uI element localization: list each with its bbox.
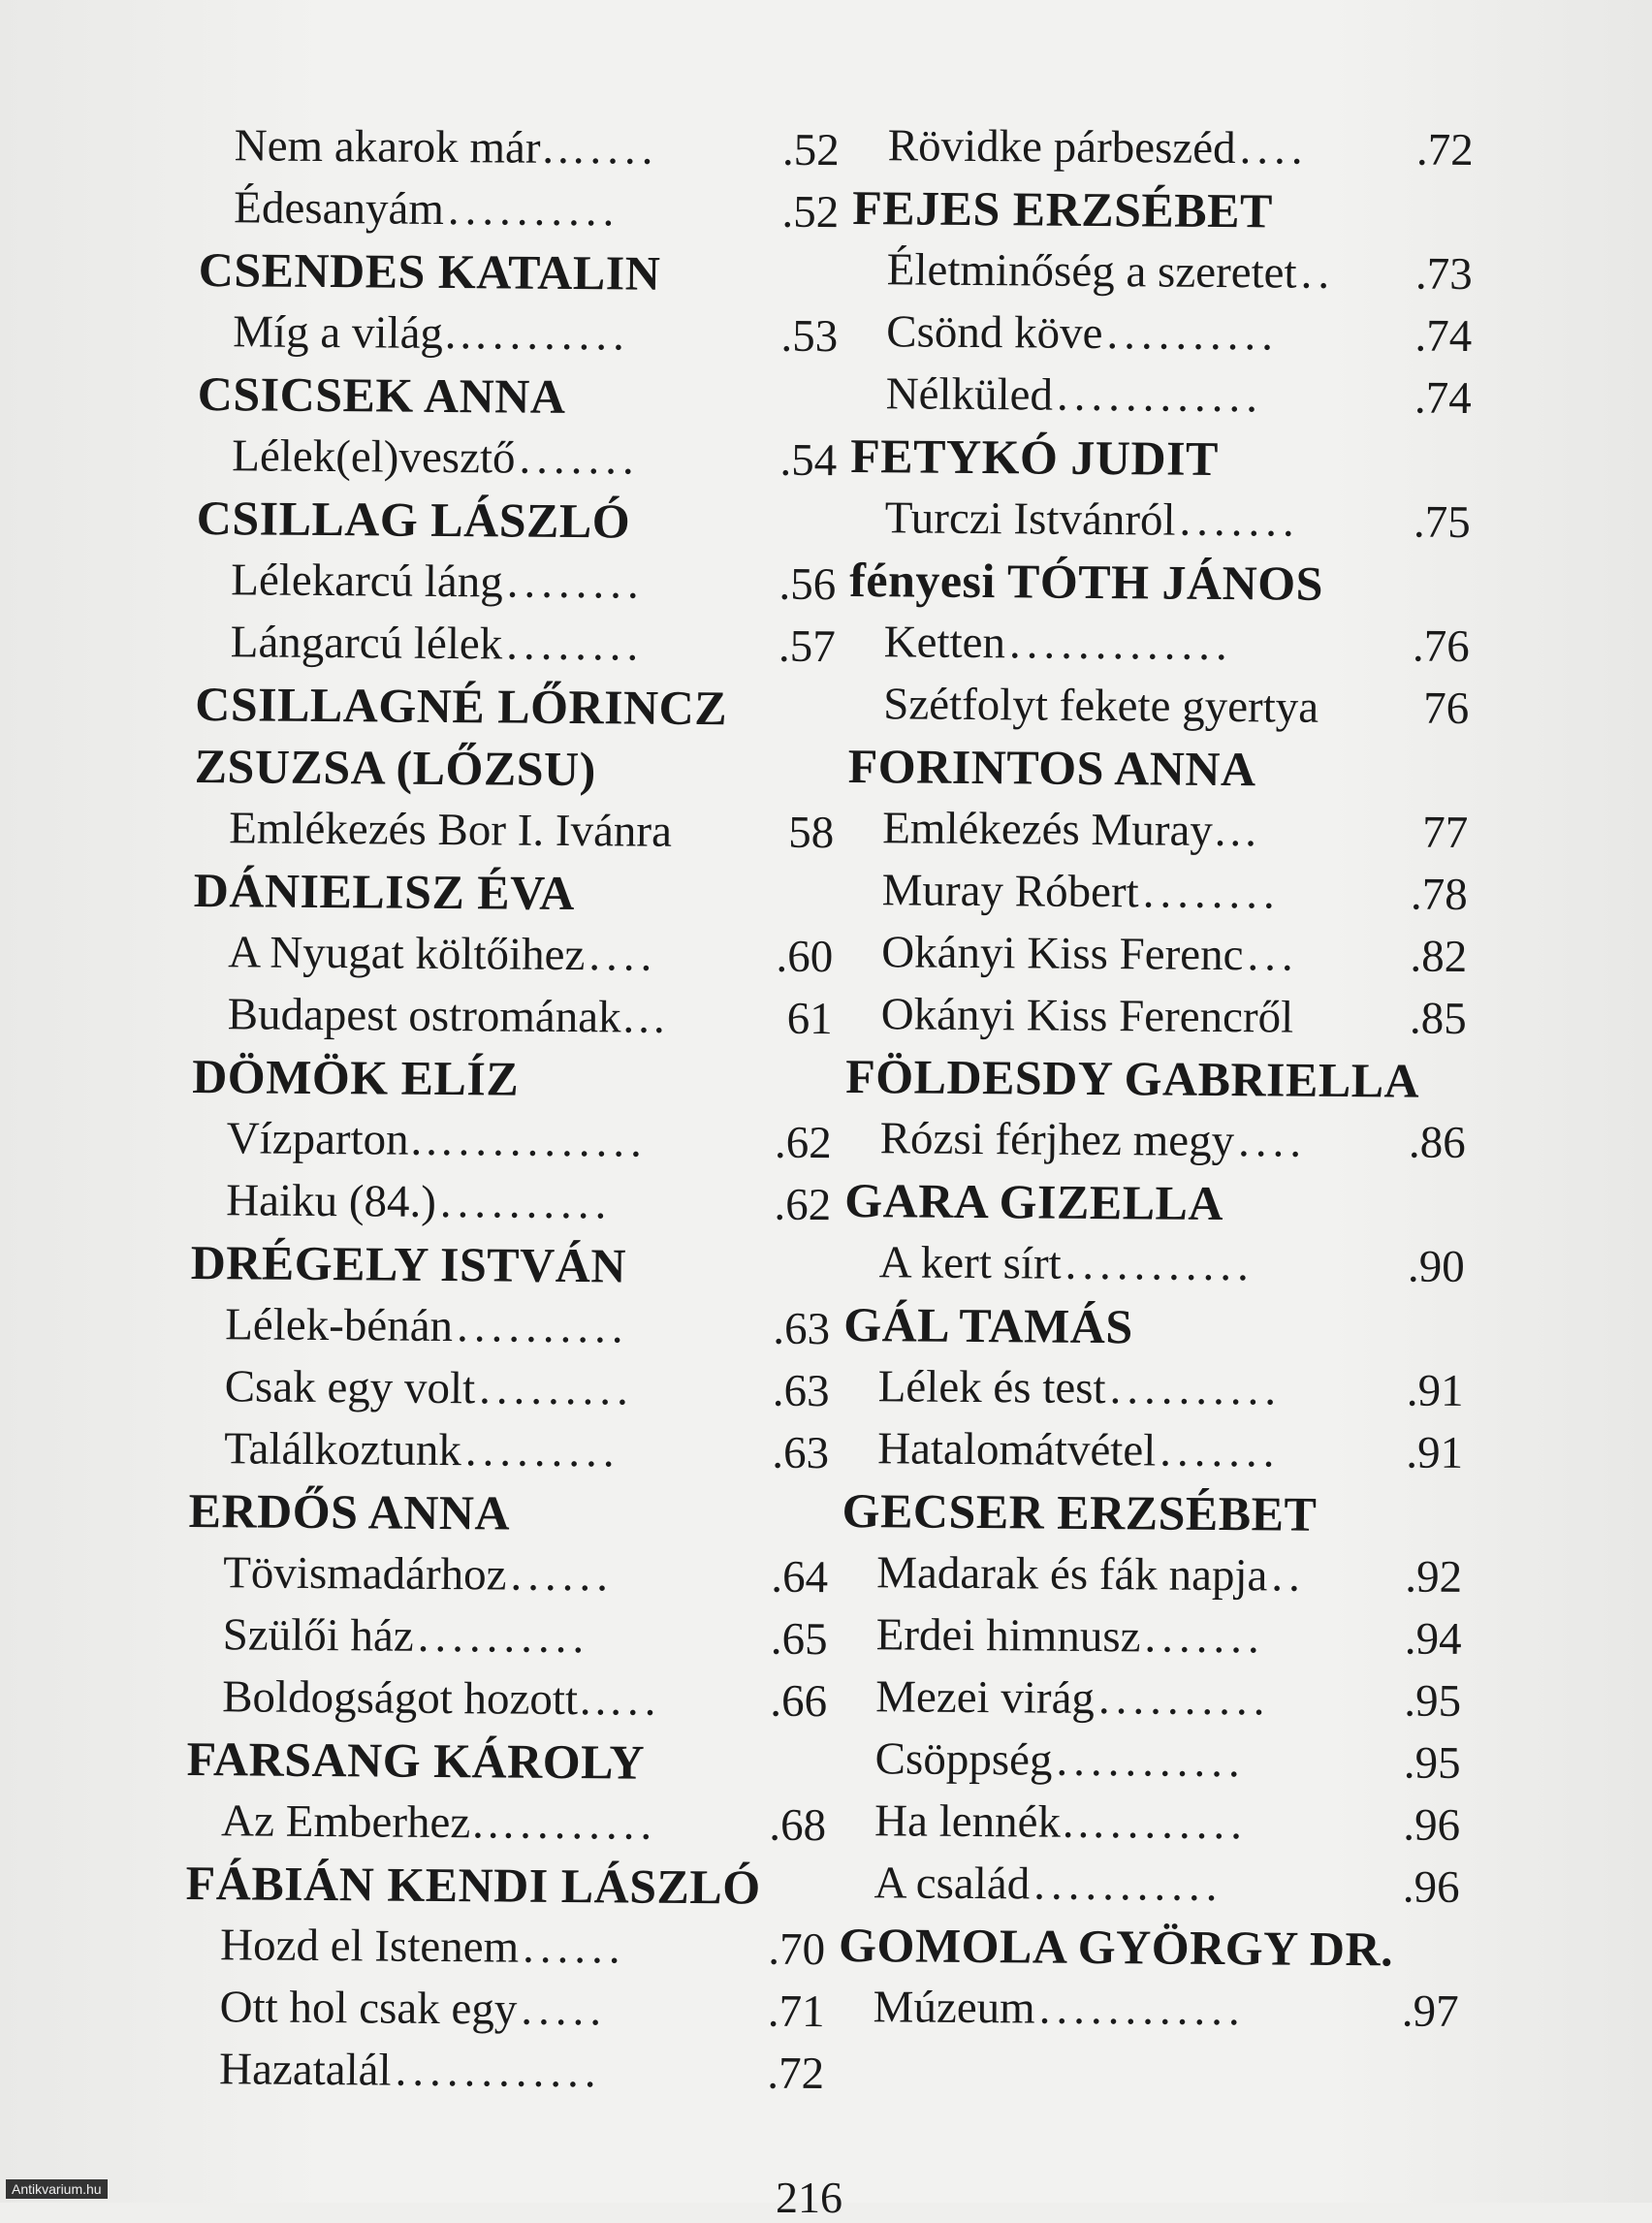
toc-entry-page: .72 [767,2048,825,2100]
toc-entry-page: .96 [1402,1861,1460,1913]
toc-leader-dots [1262,845,1418,846]
toc-entry-page: 58 [787,807,835,859]
toc-author-heading: FETYKÓ JUDIT [850,428,1220,486]
toc-leader-dots: ......... [464,1425,620,1477]
toc-entry [199,176,839,243]
toc-author-heading: fényesi TÓTH JÁNOS [849,552,1324,611]
toc-entry [191,1169,831,1236]
toc-entry-title: Ketten [883,617,1006,669]
toc-leader-dots [676,846,784,847]
toc-entry-page: .97 [1401,1985,1459,2037]
toc-entry-page: 77 [1421,807,1469,859]
toc-leader-dots: ...... [522,1921,626,1974]
toc-entry [845,983,1466,1050]
toc-entry-page: .72 [1415,124,1474,176]
toc-entry-page: .95 [1403,1737,1461,1789]
toc-leader-dots: ............ [1038,1983,1246,2036]
toc-entry-page: 61 [786,993,833,1045]
toc-entry [197,425,837,492]
toc-leader-dots: ........... [458,1115,649,1167]
toc-entry-page: .63 [773,1303,831,1355]
toc-entry [194,797,834,864]
toc-entry-title: Míg a világ… [233,306,490,360]
toc-entry [844,1107,1465,1174]
toc-entry-title: Turczi Istvánról [884,492,1176,546]
toc-entry-title: Emlékezés Bor I. Ivánra [229,803,673,857]
toc-author-heading: DÁNIELISZ ÉVA [193,862,576,921]
toc-entry [851,301,1472,367]
toc-leader-dots: ........... [1064,1238,1255,1291]
toc-entry-page: .94 [1404,1613,1462,1665]
toc-entry-page: .52 [781,186,840,238]
toc-entry-page: .63 [772,1427,830,1479]
toc-entry-title: Hatalomátvétel [876,1423,1157,1477]
toc-entry [841,1666,1461,1732]
toc-leader-dots: ........ [1109,1797,1249,1850]
toc-entry [846,921,1467,988]
toc-leader-dots: .... [588,930,658,981]
toc-entry [850,363,1471,429]
toc-entry-title: Ott hol csak egy [219,1982,518,2035]
toc-entry-page: .78 [1410,869,1468,921]
toc-entry-title: Hazatalál [218,2044,392,2096]
toc-leader-dots: .......... [1097,1673,1271,1726]
toc-entry-page: .56 [778,558,837,611]
toc-entry [186,1790,826,1857]
toc-entry-page: 76 [1423,683,1470,735]
toc-entry-title: Csönd köve [886,306,1103,360]
toc-author-heading: FEJES ERZSÉBET [852,179,1274,238]
toc-entry-title: Nélküled [885,368,1054,421]
toc-entry-page: .70 [768,1923,826,1976]
toc-entry-page: .53 [780,310,839,363]
toc-entry [184,2038,824,2105]
toc-leader-dots: ....... [1144,1611,1265,1664]
toc-entry [840,1728,1460,1794]
toc-author-heading: DRÉGELY ISTVÁN [190,1234,627,1293]
toc-entry-page: .96 [1403,1799,1461,1851]
toc-author-heading: FÖLDESDY GABRIELLA [844,1048,1420,1108]
toc-entry-page: .62 [774,1179,832,1231]
toc-entry [851,238,1472,305]
toc-author-heading: GOMOLA GYÖRGY DR. [838,1917,1394,1977]
toc-entry-page: .65 [770,1613,828,1666]
toc-entry-title: Találkoztunk [223,1423,462,1477]
toc-entry-title: Madarak és fák napja [875,1547,1268,1602]
toc-entry [842,1355,1463,1422]
toc-leader-dots: .. [1271,1550,1307,1602]
toc-entry-page: .73 [1414,248,1473,301]
toc-entry-title: Tövismadárhoz [222,1547,507,1601]
toc-entry-page: .92 [1405,1551,1463,1603]
toc-leader-dots: ........ [520,1797,658,1850]
toc-entry [840,1790,1460,1857]
toc-leader-dots: ......... [478,1363,635,1415]
toc-entry [189,1417,829,1484]
toc-leader-dots: .... [589,123,659,175]
toc-leader-dots: ... [1247,930,1299,981]
toc-leader-dots: ........ [492,308,631,361]
toc-entry-title: Emlékezés Muray… [882,803,1259,857]
toc-entry-title: A család [874,1858,1031,1910]
toc-author-heading: CSILLAGNÉ LŐRINCZ [195,676,728,736]
toc-entry [192,983,832,1050]
toc-entry-page: .64 [771,1551,829,1604]
toc-author-heading: ERDŐS ANNA [188,1482,511,1540]
toc-leader-dots: ....... [519,432,640,485]
toc-leader-dots: .......... [447,184,620,237]
toc-entry [846,859,1467,926]
toc-entry-page: .62 [774,1117,832,1169]
toc-entry-title: A kert sírt [878,1237,1062,1289]
toc-entry-title: Lélekarcú láng [231,555,503,608]
toc-leader-dots: ............ [1056,369,1264,423]
toc-leader-dots: .......... [1106,308,1280,361]
toc-entry-page: .74 [1414,310,1473,363]
toc-author-heading: GÁL TAMÁS [842,1296,1133,1354]
toc-entry-title: Csak egy volt [224,1361,476,1414]
toc-entry [849,487,1470,554]
page-number: 216 [776,2173,842,2222]
toc-leader-dots: .......... [439,1176,613,1229]
toc-author-heading: FORINTOS ANNA [847,738,1256,797]
toc-entry [847,797,1468,864]
toc-entry-page: .91 [1406,1427,1464,1478]
toc-entry-title: Rózsi férjhez megy [879,1113,1235,1167]
toc-entry-title: Lélek és test [877,1361,1106,1414]
toc-entry-page: .63 [772,1365,830,1417]
toc-entry-page: .76 [1412,620,1470,673]
toc-entry [842,1417,1463,1484]
toc-entry-title: A Nyugat költőihez [228,927,586,981]
toc-entry-title: Hozd el Istenem [219,1920,520,1973]
toc-entry-title: Lángarcú lélek [230,617,503,670]
toc-author-heading: ZSUZSA (LŐZSU) [194,738,597,797]
toc-leader-dots: .......... [1109,1363,1283,1415]
watermark-badge: Antikvarium.hu [6,2179,108,2199]
toc-entry [842,1541,1462,1608]
toc-entry-page: .91 [1406,1365,1464,1416]
toc-entry-title: Okányi Kiss Ferenc [881,927,1244,981]
toc-leader-dots: ............ [395,2045,602,2098]
toc-entry-title: Szétfolyt fekete gyertya [883,679,1319,733]
toc-entry-title: Budapest ostromának… [227,989,667,1043]
toc-author-heading: CSENDES KATALIN [198,241,661,301]
toc-entry [848,673,1469,740]
toc-entry [187,1666,827,1732]
toc-leader-dots: ........ [506,619,645,671]
toc-leader-dots: ....... [1179,494,1300,547]
toc-leader-dots: ........... [1032,1858,1223,1912]
toc-leader-dots: .......... [456,1301,629,1353]
toc-entry [193,921,833,988]
toc-author-heading: GECSER ERZSÉBET [842,1482,1318,1541]
toc-entry-page: .82 [1410,931,1468,982]
toc-entry-title: Muray Róbert [881,865,1139,918]
toc-entry [843,1231,1464,1298]
toc-entry [839,1852,1459,1919]
toc-entry-title: Erdei himnusz [875,1609,1141,1663]
toc-leader-dots: ........... [1056,1734,1246,1788]
toc-entry-page: .52 [781,124,840,176]
toc-entry-page: .90 [1407,1241,1465,1292]
toc-leader-dots: .... [1239,123,1309,175]
toc-entry [190,1293,830,1360]
toc-entry-title: Mezei virág [874,1671,1096,1725]
toc-right-column [838,114,1474,2043]
toc-leader-dots: ....... [1160,1425,1281,1477]
toc-leader-dots [671,1032,783,1033]
toc-entry [198,301,838,367]
toc-entry-title: Rövidke párbeszéd [887,120,1236,175]
toc-entry-page: .85 [1409,993,1467,1044]
toc-entry-title: Szülői ház [222,1609,414,1662]
toc-author-heading: FARSANG KÁROLY [186,1731,646,1790]
toc-entry [196,549,836,616]
toc-entry-title: Életminőség a szeretet [886,244,1297,299]
toc-leader-dots [1322,722,1419,723]
toc-entry-page: .86 [1408,1117,1466,1168]
toc-entry-page: .57 [778,620,836,673]
toc-entry [184,1976,824,2043]
toc-entry-page: .95 [1404,1675,1462,1727]
toc-author-heading: CSICSEK ANNA [197,365,566,424]
toc-entry [187,1604,827,1670]
toc-entry-page: .60 [776,931,834,983]
toc-author-heading: FÁBIÁN KENDI LÁSZLÓ [185,1855,761,1915]
toc-entry-title: Lélek-bénán [224,1299,454,1352]
toc-author-heading: CSILLAG LÁSZLÓ [196,490,631,549]
toc-leader-dots: ............. [1008,618,1233,671]
toc-entry [189,1355,829,1422]
toc-leader-dots: ........ [506,556,645,609]
toc-entry-title: Nem akarok már… [234,120,587,175]
toc-entry-title: Édesanyám [234,182,445,235]
toc-leader-dots: ..... [521,1984,608,2036]
toc-author-heading: GARA GIZELLA [843,1172,1224,1231]
toc-entry-title: Okányi Kiss Ferencről [880,989,1294,1043]
toc-entry [848,611,1469,678]
toc-entry-title: Ha lennék… [874,1795,1107,1849]
toc-leader-dots: .......... [417,1610,590,1664]
toc-entry-page: .74 [1414,372,1472,425]
toc-leader-dots: .... [1237,1116,1308,1167]
toc-leader-dots: .. [626,1674,662,1726]
toc-leader-dots: ........ [1142,867,1281,919]
toc-entry-page: .54 [779,434,838,487]
toc-entry [185,1914,825,1981]
toc-entry-page: .66 [770,1675,828,1728]
toc-leader-dots [1297,1032,1406,1033]
toc-entry-page: .75 [1413,496,1471,549]
toc-entry-title: Haiku (84.) [225,1175,437,1227]
toc-leader-dots: ...... [510,1549,615,1602]
toc-entry-title: Lélek(el)vesztő [232,430,516,484]
toc-entry-page: .71 [767,1985,825,2038]
toc-entry [199,114,839,181]
toc-entry [195,611,835,678]
toc-left-column [184,114,840,2105]
toc-entry [852,114,1473,181]
toc-entry-title: Boldogságot hozott… [221,1671,624,1726]
toc-entry-title: Múzeum [873,1982,1035,2034]
toc-entry-title: Az Emberhez… [220,1795,517,1849]
toc-entry-title: Csöppség [874,1733,1053,1786]
toc-entry [841,1604,1461,1670]
toc-entry [838,1976,1458,2043]
toc-entry [188,1541,828,1608]
toc-entry-page: .68 [769,1799,827,1852]
toc-entry [191,1107,831,1174]
toc-author-heading: DÖMÖK ELÍZ [191,1048,520,1106]
toc-entry-title: Vízparton… [226,1113,455,1166]
toc-leader-dots: .. [1300,247,1336,299]
